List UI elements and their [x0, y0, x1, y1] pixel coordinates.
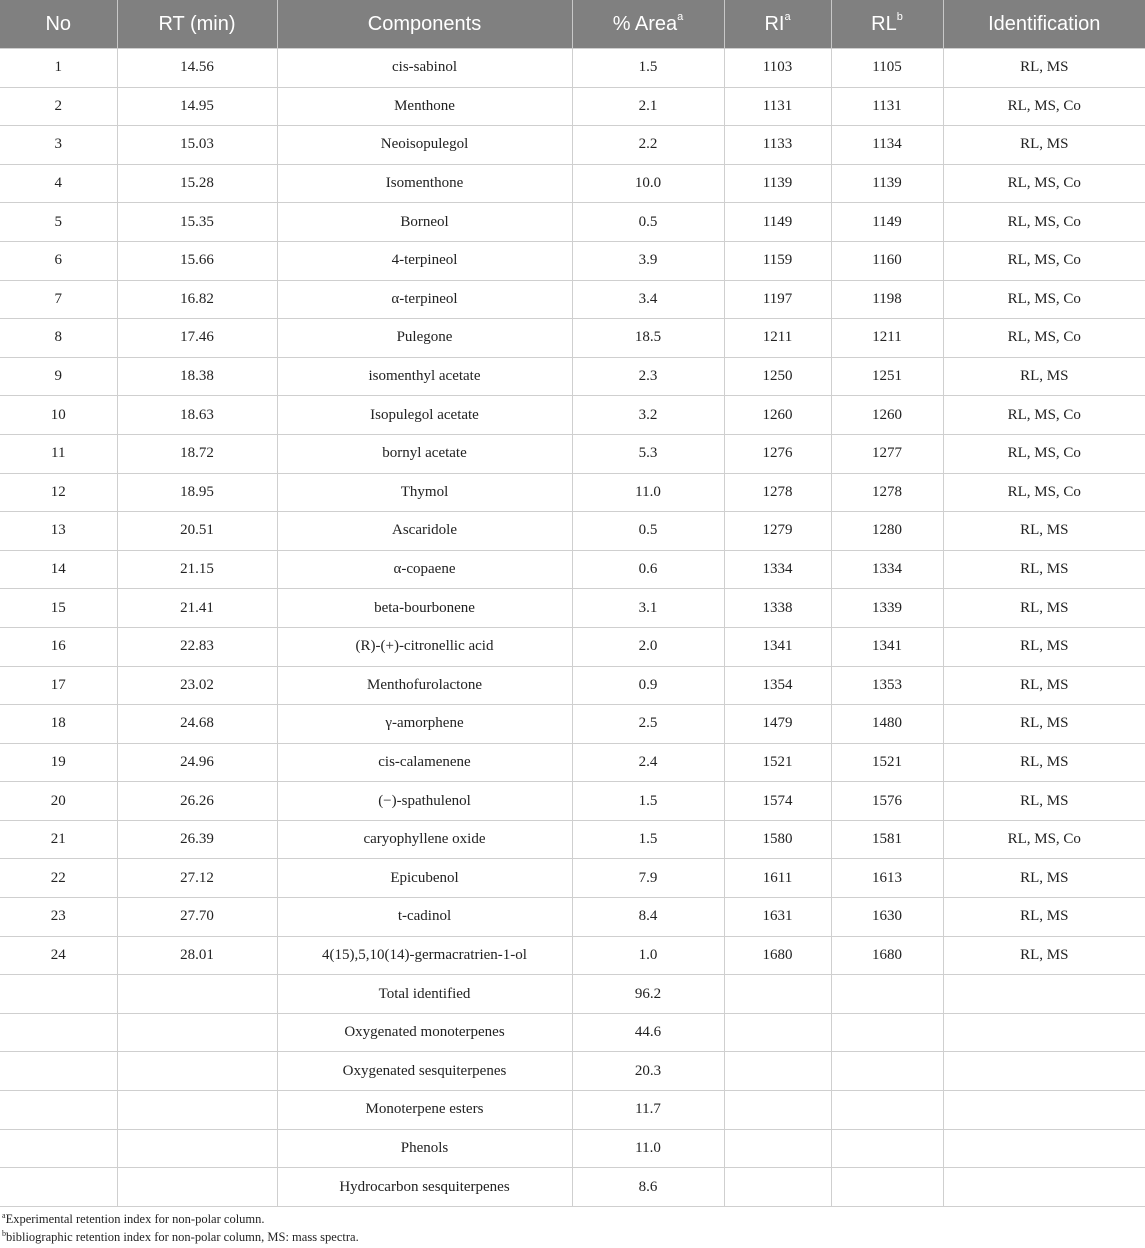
- cell-no: [0, 1052, 117, 1091]
- footnote-a: [2, 1210, 359, 1228]
- cell-rl: 1149: [831, 203, 943, 242]
- cell-no: [0, 1129, 117, 1168]
- header-no: [0, 0, 117, 49]
- cell-no: 19: [0, 743, 117, 782]
- cell-no: 22: [0, 859, 117, 898]
- cell-component: Menthofurolactone: [277, 666, 572, 705]
- cell-identification: RL, MS: [943, 898, 1145, 937]
- cell-rt: [117, 1052, 277, 1091]
- cell-no: 3: [0, 126, 117, 165]
- table-body: [0, 49, 1145, 1207]
- cell-rt: 20.51: [117, 512, 277, 551]
- header-row: [0, 0, 1145, 49]
- cell-identification: RL, MS, Co: [943, 280, 1145, 319]
- cell-rl: 1280: [831, 512, 943, 551]
- cell-component: Menthone: [277, 87, 572, 126]
- cell-rt: [117, 1129, 277, 1168]
- cell-identification: RL, MS, Co: [943, 87, 1145, 126]
- cell-area: 0.6: [572, 550, 724, 589]
- cell-rl: 1630: [831, 898, 943, 937]
- cell-identification: RL, MS, Co: [943, 396, 1145, 435]
- cell-area: 2.2: [572, 126, 724, 165]
- cell-no: 17: [0, 666, 117, 705]
- cell-ri: 1197: [724, 280, 831, 319]
- cell-no: 15: [0, 589, 117, 628]
- cell-rt: 18.63: [117, 396, 277, 435]
- cell-rl: 1211: [831, 319, 943, 358]
- cell-component: Isomenthone: [277, 164, 572, 203]
- cell-rt: [117, 1168, 277, 1207]
- cell-component: Oxygenated sesquiterpenes: [277, 1052, 572, 1091]
- cell-component: α-copaene: [277, 550, 572, 589]
- cell-area: 10.0: [572, 164, 724, 203]
- cell-ri: 1631: [724, 898, 831, 937]
- cell-rt: 21.15: [117, 550, 277, 589]
- table-row: [0, 975, 1145, 1014]
- cell-identification: RL, MS, Co: [943, 241, 1145, 280]
- cell-component: t-cadinol: [277, 898, 572, 937]
- cell-rl: 1341: [831, 627, 943, 666]
- cell-area: 11.0: [572, 473, 724, 512]
- cell-ri: 1260: [724, 396, 831, 435]
- cell-area: 2.3: [572, 357, 724, 396]
- cell-identification: RL, MS: [943, 357, 1145, 396]
- table-row: [0, 705, 1145, 744]
- cell-ri: 1580: [724, 820, 831, 859]
- cell-rl: 1680: [831, 936, 943, 975]
- cell-rl: 1613: [831, 859, 943, 898]
- cell-area: 2.0: [572, 627, 724, 666]
- cell-rt: [117, 1013, 277, 1052]
- cell-rt: 24.96: [117, 743, 277, 782]
- cell-no: [0, 1091, 117, 1130]
- cell-ri: 1574: [724, 782, 831, 821]
- cell-rl: [831, 1052, 943, 1091]
- cell-no: 13: [0, 512, 117, 551]
- cell-component: Epicubenol: [277, 859, 572, 898]
- cell-rl: 1521: [831, 743, 943, 782]
- table-row: [0, 550, 1145, 589]
- cell-rt: [117, 975, 277, 1014]
- cell-component: Borneol: [277, 203, 572, 242]
- cell-area: 44.6: [572, 1013, 724, 1052]
- cell-rl: [831, 1129, 943, 1168]
- cell-area: 1.0: [572, 936, 724, 975]
- cell-ri: 1131: [724, 87, 831, 126]
- cell-identification: RL, MS: [943, 782, 1145, 821]
- cell-component: α-terpineol: [277, 280, 572, 319]
- cell-identification: RL, MS: [943, 627, 1145, 666]
- cell-ri: 1680: [724, 936, 831, 975]
- cell-no: 10: [0, 396, 117, 435]
- cell-rt: 21.41: [117, 589, 277, 628]
- cell-identification: [943, 1129, 1145, 1168]
- cell-rt: 17.46: [117, 319, 277, 358]
- cell-no: 1: [0, 49, 117, 88]
- cell-area: 7.9: [572, 859, 724, 898]
- cell-component: Monoterpene esters: [277, 1091, 572, 1130]
- table-row: [0, 1168, 1145, 1207]
- header-ri-footnote-mark: a: [784, 10, 791, 23]
- cell-area: 3.1: [572, 589, 724, 628]
- cell-no: 11: [0, 434, 117, 473]
- cell-ri: [724, 1129, 831, 1168]
- table-row: [0, 782, 1145, 821]
- cell-rl: 1260: [831, 396, 943, 435]
- cell-ri: 1211: [724, 319, 831, 358]
- cell-ri: 1479: [724, 705, 831, 744]
- table-row: [0, 859, 1145, 898]
- cell-no: 16: [0, 627, 117, 666]
- cell-rt: 15.28: [117, 164, 277, 203]
- cell-rt: 28.01: [117, 936, 277, 975]
- header-rt-label: RT (min): [158, 12, 236, 35]
- cell-no: 2: [0, 87, 117, 126]
- header-rl: [831, 0, 943, 49]
- table-row: [0, 936, 1145, 975]
- header-identification: [943, 0, 1145, 49]
- footnote-a-mark: a: [2, 1210, 6, 1220]
- header-area-label: % Area: [612, 12, 678, 35]
- cell-no: 9: [0, 357, 117, 396]
- cell-component: (−)-spathulenol: [277, 782, 572, 821]
- cell-ri: 1338: [724, 589, 831, 628]
- cell-ri: 1149: [724, 203, 831, 242]
- cell-ri: 1611: [724, 859, 831, 898]
- cell-identification: [943, 1168, 1145, 1207]
- table-row: [0, 1013, 1145, 1052]
- cell-identification: RL, MS: [943, 705, 1145, 744]
- cell-ri: 1276: [724, 434, 831, 473]
- cell-ri: 1133: [724, 126, 831, 165]
- cell-area: 2.4: [572, 743, 724, 782]
- cell-ri: [724, 1168, 831, 1207]
- cell-component: Total identified: [277, 975, 572, 1014]
- cell-no: 8: [0, 319, 117, 358]
- header-ri: [724, 0, 831, 49]
- cell-component: Hydrocarbon sesquiterpenes: [277, 1168, 572, 1207]
- cell-component: Neoisopulegol: [277, 126, 572, 165]
- cell-identification: [943, 1013, 1145, 1052]
- cell-rl: 1353: [831, 666, 943, 705]
- cell-rl: 1105: [831, 49, 943, 88]
- cell-rl: 1278: [831, 473, 943, 512]
- cell-rl: 1139: [831, 164, 943, 203]
- header-identification-label: Identification: [988, 12, 1101, 35]
- cell-no: 5: [0, 203, 117, 242]
- cell-rt: 18.72: [117, 434, 277, 473]
- cell-component: 4(15),5,10(14)-germacratrien-1-ol: [277, 936, 572, 975]
- cell-no: [0, 975, 117, 1014]
- cell-rt: 27.70: [117, 898, 277, 937]
- cell-rl: 1480: [831, 705, 943, 744]
- cell-no: 6: [0, 241, 117, 280]
- cell-no: 21: [0, 820, 117, 859]
- header-rl-label: RL: [871, 12, 897, 35]
- cell-component: (R)-(+)-citronellic acid: [277, 627, 572, 666]
- cell-no: [0, 1168, 117, 1207]
- cell-no: 23: [0, 898, 117, 937]
- header-components: [277, 0, 572, 49]
- footnote-a-text: Experimental retention index for non-polar column.: [5, 1212, 265, 1226]
- header-area-footnote-mark: a: [677, 10, 684, 23]
- cell-area: 1.5: [572, 49, 724, 88]
- cell-rl: 1160: [831, 241, 943, 280]
- cell-component: Ascaridole: [277, 512, 572, 551]
- cell-ri: 1341: [724, 627, 831, 666]
- cell-rt: 27.12: [117, 859, 277, 898]
- header-ri-label: RI: [764, 12, 785, 35]
- cell-no: [0, 1013, 117, 1052]
- cell-no: 24: [0, 936, 117, 975]
- table-row: [0, 743, 1145, 782]
- cell-area: 0.5: [572, 512, 724, 551]
- cell-area: 11.7: [572, 1091, 724, 1130]
- cell-identification: RL, MS: [943, 666, 1145, 705]
- cell-component: 4-terpineol: [277, 241, 572, 280]
- cell-component: γ-amorphene: [277, 705, 572, 744]
- cell-ri: [724, 975, 831, 1014]
- cell-component: Thymol: [277, 473, 572, 512]
- cell-area: 2.1: [572, 87, 724, 126]
- cell-identification: RL, MS: [943, 49, 1145, 88]
- cell-identification: RL, MS, Co: [943, 473, 1145, 512]
- cell-rt: 22.83: [117, 627, 277, 666]
- cell-identification: RL, MS, Co: [943, 820, 1145, 859]
- cell-rl: [831, 1013, 943, 1052]
- table-row: [0, 87, 1145, 126]
- cell-component: Oxygenated monoterpenes: [277, 1013, 572, 1052]
- cell-rl: 1576: [831, 782, 943, 821]
- cell-component: Phenols: [277, 1129, 572, 1168]
- cell-component: Pulegone: [277, 319, 572, 358]
- table-row: [0, 396, 1145, 435]
- table-row: [0, 820, 1145, 859]
- cell-ri: 1250: [724, 357, 831, 396]
- cell-identification: RL, MS: [943, 512, 1145, 551]
- table-row: [0, 49, 1145, 88]
- cell-ri: 1278: [724, 473, 831, 512]
- table-row: [0, 434, 1145, 473]
- cell-component: isomenthyl acetate: [277, 357, 572, 396]
- cell-component: cis-calamenene: [277, 743, 572, 782]
- cell-area: 96.2: [572, 975, 724, 1014]
- cell-ri: [724, 1091, 831, 1130]
- cell-rt: 26.39: [117, 820, 277, 859]
- cell-rt: 15.35: [117, 203, 277, 242]
- cell-ri: 1334: [724, 550, 831, 589]
- cell-ri: [724, 1052, 831, 1091]
- table-row: [0, 1091, 1145, 1130]
- cell-rt: 18.95: [117, 473, 277, 512]
- cell-area: 2.5: [572, 705, 724, 744]
- cell-area: 0.9: [572, 666, 724, 705]
- cell-identification: RL, MS: [943, 126, 1145, 165]
- cell-rl: 1334: [831, 550, 943, 589]
- cell-ri: 1279: [724, 512, 831, 551]
- cell-rl: 1277: [831, 434, 943, 473]
- table-row: [0, 512, 1145, 551]
- cell-rl: 1134: [831, 126, 943, 165]
- table-row: [0, 1129, 1145, 1168]
- cell-identification: RL, MS, Co: [943, 319, 1145, 358]
- cell-no: 4: [0, 164, 117, 203]
- table-row: [0, 627, 1145, 666]
- cell-rt: 14.56: [117, 49, 277, 88]
- cell-component: cis-sabinol: [277, 49, 572, 88]
- cell-component: beta-bourbonene: [277, 589, 572, 628]
- cell-identification: RL, MS: [943, 859, 1145, 898]
- cell-component: bornyl acetate: [277, 434, 572, 473]
- header-rt: [117, 0, 277, 49]
- cell-no: 14: [0, 550, 117, 589]
- cell-identification: RL, MS, Co: [943, 434, 1145, 473]
- cell-no: 7: [0, 280, 117, 319]
- cell-rl: 1131: [831, 87, 943, 126]
- cell-rt: 18.38: [117, 357, 277, 396]
- footnote-b: [2, 1228, 359, 1246]
- cell-rt: 15.66: [117, 241, 277, 280]
- cell-identification: RL, MS: [943, 743, 1145, 782]
- cell-area: 5.3: [572, 434, 724, 473]
- table-row: [0, 241, 1145, 280]
- table-row: [0, 1052, 1145, 1091]
- header-no-label: No: [45, 12, 72, 35]
- cell-ri: 1103: [724, 49, 831, 88]
- cell-rt: 26.26: [117, 782, 277, 821]
- table-row: [0, 203, 1145, 242]
- cell-rl: 1581: [831, 820, 943, 859]
- footnote-b-text: bibliographic retention index for non-polar column, MS: mass spectra.: [6, 1230, 359, 1244]
- cell-identification: [943, 975, 1145, 1014]
- table-row: [0, 589, 1145, 628]
- cell-component: Isopulegol acetate: [277, 396, 572, 435]
- cell-area: 0.5: [572, 203, 724, 242]
- cell-rl: 1251: [831, 357, 943, 396]
- cell-identification: RL, MS: [943, 589, 1145, 628]
- table-row: [0, 666, 1145, 705]
- cell-area: 3.9: [572, 241, 724, 280]
- cell-rt: 15.03: [117, 126, 277, 165]
- cell-area: 3.4: [572, 280, 724, 319]
- footnotes: [2, 1210, 359, 1246]
- cell-rl: [831, 1091, 943, 1130]
- cell-area: 1.5: [572, 782, 724, 821]
- cell-rt: 24.68: [117, 705, 277, 744]
- table-row: [0, 357, 1145, 396]
- cell-rt: 23.02: [117, 666, 277, 705]
- cell-identification: [943, 1091, 1145, 1130]
- cell-no: 20: [0, 782, 117, 821]
- cell-identification: RL, MS, Co: [943, 164, 1145, 203]
- cell-area: 11.0: [572, 1129, 724, 1168]
- cell-ri: 1139: [724, 164, 831, 203]
- cell-ri: 1354: [724, 666, 831, 705]
- cell-area: 8.6: [572, 1168, 724, 1207]
- cell-identification: RL, MS, Co: [943, 203, 1145, 242]
- cell-no: 12: [0, 473, 117, 512]
- footnote-b-mark: b: [2, 1228, 6, 1238]
- cell-ri: 1159: [724, 241, 831, 280]
- cell-rt: 14.95: [117, 87, 277, 126]
- cell-rl: 1339: [831, 589, 943, 628]
- header-area: [572, 0, 724, 49]
- table-row: [0, 319, 1145, 358]
- table-row: [0, 280, 1145, 319]
- table-row: [0, 164, 1145, 203]
- cell-component: caryophyllene oxide: [277, 820, 572, 859]
- cell-area: 20.3: [572, 1052, 724, 1091]
- cell-rl: [831, 1168, 943, 1207]
- cell-ri: 1521: [724, 743, 831, 782]
- table-row: [0, 898, 1145, 937]
- cell-rl: 1198: [831, 280, 943, 319]
- header-components-label: Components: [367, 12, 482, 35]
- cell-rt: 16.82: [117, 280, 277, 319]
- cell-area: 1.5: [572, 820, 724, 859]
- header-rl-footnote-mark: b: [896, 10, 903, 23]
- cell-no: 18: [0, 705, 117, 744]
- cell-identification: RL, MS: [943, 936, 1145, 975]
- cell-identification: RL, MS: [943, 550, 1145, 589]
- cell-ri: [724, 1013, 831, 1052]
- cell-area: 8.4: [572, 898, 724, 937]
- table-row: [0, 126, 1145, 165]
- cell-rl: [831, 975, 943, 1014]
- cell-area: 3.2: [572, 396, 724, 435]
- table-row: [0, 473, 1145, 512]
- cell-rt: [117, 1091, 277, 1130]
- cell-identification: [943, 1052, 1145, 1091]
- cell-area: 18.5: [572, 319, 724, 358]
